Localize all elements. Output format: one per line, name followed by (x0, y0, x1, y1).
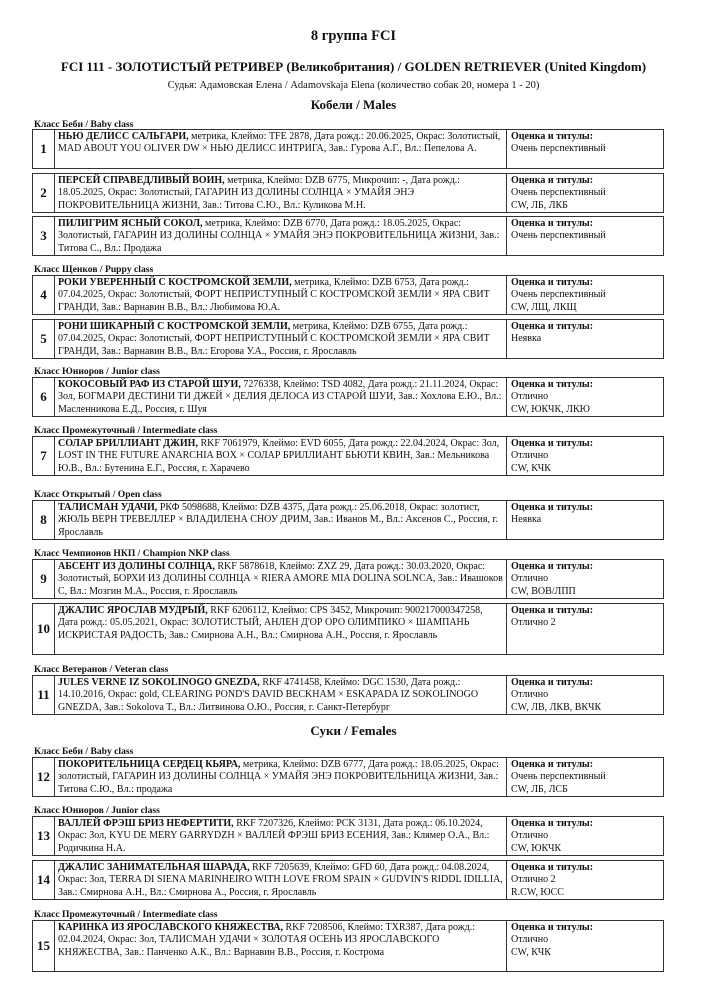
dog-name: КАРИНКА ИЗ ЯРОСЛАВСКОГО КНЯЖЕСТВА, (58, 922, 284, 933)
dog-details: метрика, Клеймо: DZB 6777, Дата рожд.: 18.05.2025, Окрас: золотистый, ГАГАРИН ИЗ ДОЛИНЫ СОЛНЦА × УМАЙЯ ЭНЭ ПОКРОВИТЕЛЬНИЦА ЖИЗНИ, Зав.: Титова С.Ю., Вл.: продажа (58, 759, 499, 795)
entry-description (55, 378, 507, 416)
result-label: Оценка и титулы: (511, 218, 594, 229)
entry-row (32, 675, 664, 715)
entry-number: 1 (33, 130, 55, 168)
entry-result (507, 276, 663, 314)
dog-name: ТАЛИСМАН УДАЧИ, (58, 502, 158, 513)
entry-description (55, 817, 507, 855)
entry-number: 9 (33, 560, 55, 598)
dog-name: СОЛАР БРИЛЛИАНТ ДЖИН, (58, 438, 198, 449)
titles: CW, ЛЩ, ЛКЩ (511, 301, 577, 313)
entry-row (32, 816, 664, 856)
judge-line: Судья: Адамовская Елена / Adamovskaja Elena (количество собак 20, номера 1 - 20) (167, 80, 540, 91)
females-title: Суки / Females (310, 723, 397, 738)
entry-result (507, 437, 663, 475)
dog-name: ПОКОРИТЕЛЬНИЦА СЕРДЕЦ КЬЯРА, (58, 759, 241, 770)
result-label: Оценка и титулы: (511, 175, 594, 186)
dog-details: 7276338, Клеймо: TSD 4082, Дата рожд.: 21.11.2024, Окрас: Зол, БОГМАРИ ДЕСТИНИ ТИ ДЖЕЙ × ДЕЛИЯ ДЕЛОСА ИЗ СТАРОЙ ШУИ, Зав.: Хохлова Е.Ю., Вл.: Масленникова Е.Д., Россия, г. Шуя (58, 379, 502, 415)
dog-name: ПЕРСЕЙ СПРАВЕДЛИВЫЙ ВОИН, (58, 175, 225, 186)
result-label: Оценка и титулы: (511, 502, 594, 513)
entry-description (55, 604, 507, 654)
result-label: Оценка и титулы: (511, 862, 594, 873)
entry-description (55, 437, 507, 475)
dog-details: RKF 7061979, Клеймо: EVD 6055, Дата рожд.: 22.04.2024, Окрас: Зол, LOST IN THE FUTURE ANARCHIA BOX × СОЛАР БРИЛЛИАНТ БЬЮТИ КВИН, Зав.: Мельникова Ю.В., Вл.: Бутенина Е.Г., Россия, г. Харачево (58, 438, 500, 474)
grade: Очень перспективный (511, 289, 606, 301)
dog-details: метрика, Клеймо: DZB 6775, Микрочип: -, Дата рожд.: 18.05.2025, Окрас: Золотистый, ГАГАРИН ИЗ ДОЛИНЫ СОЛНЦА × УМАЙЯ ЭНЭ ПОКРОВИТЕЛЬНИЦА ЖИЗНИ, Зав.: Титова С.Ю., Вл.: Куликова М.Н. (58, 175, 461, 211)
titles: CW, КЧК (511, 462, 551, 474)
grade: Отлично (511, 934, 549, 946)
entry-number: 11 (33, 676, 55, 714)
grade: Неявка (511, 333, 542, 345)
class-title: Класс Беби / Baby class (34, 746, 134, 757)
entry-number: 6 (33, 378, 55, 416)
result-label: Оценка и титулы: (511, 605, 594, 616)
titles: CW, ЮКЧК (511, 842, 562, 854)
result-label: Оценка и титулы: (511, 561, 594, 572)
grade: Отлично 2 (511, 617, 556, 629)
class-title: Класс Ветеранов / Veteran class (34, 664, 169, 675)
entry-description (55, 758, 507, 796)
grade: Отлично (511, 573, 549, 585)
grade: Очень перспективный (511, 187, 606, 199)
grade: Неявка (511, 514, 542, 526)
entry-row (32, 129, 664, 169)
entry-result (507, 817, 663, 855)
entry-description (55, 217, 507, 255)
dog-details: метрика, Клеймо: DZB 6770, Дата рожд.: 18.05.2025, Окрас: Золотистый, ГАГАРИН ИЗ ДОЛИНЫ СОЛНЦА × УМАЙЯ ЭНЭ ПОКРОВИТЕЛЬНИЦА ЖИЗНИ, Зав.: Титова С., Вл.: Продажа (58, 218, 500, 254)
result-label: Оценка и титулы: (511, 818, 594, 829)
result-label: Оценка и титулы: (511, 321, 594, 332)
entry-number: 15 (33, 921, 55, 971)
dog-name: ПИЛИГРИМ ЯСНЫЙ СОКОЛ, (58, 218, 203, 229)
dog-name: РОКИ УВЕРЕННЫЙ С КОСТРОМСКОЙ ЗЕМЛИ, (58, 277, 292, 288)
entry-row (32, 603, 664, 655)
entry-description (55, 174, 507, 212)
class-title: Класс Чемпионов НКП / Champion NKP class (34, 548, 230, 559)
entry-row (32, 436, 664, 476)
entry-number: 12 (33, 758, 55, 796)
entry-result (507, 758, 663, 796)
entry-result (507, 378, 663, 416)
dog-details: метрика, Клеймо: DZB 6755, Дата рожд.: 07.04.2025, Окрас: Золотистый, ФОРТ НЕПРИСТУПНЫЙ С КОСТРОМСКОЙ ЗЕМЛИ × ЯРА СВИТ ГРАНДИ, Зав.: Варнавин В.В., Вл.: Егорова У.А., Россия, г. Ярославль (58, 321, 490, 357)
entry-row (32, 500, 664, 540)
dog-name: КОКОСОВЫЙ РАФ ИЗ СТАРОЙ ШУИ, (58, 379, 241, 390)
result-label: Оценка и титулы: (511, 677, 594, 688)
entry-description (55, 560, 507, 598)
entry-number: 7 (33, 437, 55, 475)
class-title: Класс Юниоров / Junior class (34, 805, 160, 816)
grade: Отлично (511, 830, 549, 842)
dog-name: АБСЕНТ ИЗ ДОЛИНЫ СОЛНЦА, (58, 561, 215, 572)
entry-row (32, 173, 664, 213)
result-label: Оценка и титулы: (511, 922, 594, 933)
titles: CW, ЛВ, ЛКВ, ВКЧК (511, 701, 602, 713)
entry-description (55, 921, 507, 971)
titles: CW, ВОВ/ЛПП (511, 585, 576, 597)
entry-row (32, 559, 664, 599)
dog-details: RKF 7208506, Клеймо: TXR387, Дата рожд.: 02.04.2024, Окрас: Зол, ТАЛИСМАН УДАЧИ × ЗОЛОТАЯ ОСЕНЬ ИЗ ЯРОСЛАВСКОГО КНЯЖЕСТВА, Зав.: Панченко А.К., Вл.: Варнавин В.В., Россия, г. Кострома (58, 922, 475, 958)
result-label: Оценка и титулы: (511, 131, 594, 142)
dog-details: метрика, Клеймо: TFE 2878, Дата рожд.: 20.06.2025, Окрас: Золотистый, MAD ABOUT YOU OLIVER DW × НЬЮ ДЕЛИСС ИНТРИГА, Зав.: Гурова А.Г., Вл.: Пепелова А. (58, 131, 501, 155)
dog-details: RKF 5878618, Клеймо: ZXZ 29, Дата рожд.: 30.03.2020, Окрас: Золотистый, БОРХИ ИЗ ДОЛИНЫ СОЛНЦА × RIERA AMORE MIA DOLINA SOLNCA, Зав.: Ивашоков С, Вл.: Мозгин М.А., Россия, г. Ярославль (58, 561, 503, 597)
group-title: 8 группа FCI (310, 28, 397, 44)
entry-row (32, 757, 664, 797)
dog-name: НЬЮ ДЕЛИСС САЛЬГАРИ, (58, 131, 189, 142)
entry-result (507, 921, 663, 971)
dog-details: RKF 7207326, Клеймо: PCK 3131, Дата рожд.: 06.10.2024, Окрас: Зол, KYU DE MERY GARRYDZH × ВАЛЛЕЙ ФРЭШ БРИЗ ЕСЕНИЯ, Зав.: Клямер О.А., Вл.: Родичкина Н.А. (58, 818, 490, 854)
entry-result (507, 861, 663, 899)
entry-result (507, 217, 663, 255)
dog-name: РОНИ ШИКАРНЫЙ С КОСТРОМСКОЙ ЗЕМЛИ, (58, 321, 291, 332)
entry-row (32, 377, 664, 417)
entry-description (55, 501, 507, 539)
entry-row (32, 860, 664, 900)
grade: Отлично 2 (511, 874, 556, 886)
grade: Отлично (511, 391, 549, 403)
entry-number: 4 (33, 276, 55, 314)
grade: Очень перспективный (511, 771, 606, 783)
titles: R.CW, ЮСС (511, 886, 564, 898)
entry-number: 5 (33, 320, 55, 358)
entry-result (507, 604, 663, 654)
entry-description (55, 130, 507, 168)
dog-details: RKF 7205639, Клеймо: GFD 60, Дата рожд.: 04.08.2024, Окрас: Зол, TERRA DI SIENA MARINHEIRO WITH LOVE FROM SPAIN × GUDVIN'S RIDDL IDILLIA, Зав.: Смирнова А.Н., Вл.: Смирнова А., Россия, г. Ярославль (58, 862, 503, 898)
entry-number: 8 (33, 501, 55, 539)
titles: CW, ЛБ, ЛКБ (511, 199, 568, 211)
titles: CW, ЮКЧК, ЛКЮ (511, 403, 590, 415)
entry-result (507, 501, 663, 539)
entry-result (507, 320, 663, 358)
class-title: Класс Промежуточный / Intermediate class (34, 909, 218, 920)
entry-description (55, 320, 507, 358)
result-label: Оценка и титулы: (511, 277, 594, 288)
titles: CW, КЧК (511, 946, 551, 958)
dog-name: ДЖАЛИС ЗАНИМАТЕЛЬНАЯ ШАРАДА, (58, 862, 250, 873)
result-label: Оценка и титулы: (511, 759, 594, 770)
dog-details: RKF 6206112, Клеймо: CPS 3452, Микрочип: 900217000347258, Дата рожд.: 05.05.2021, Окрас: ЗОЛОТИСТЫЙ, АНЛЕН Д'ОР ОРО ОЛИМПИКО × ШАМПАНЬ ИСКРИСТАЯ РАДОСТЬ, Зав.: Смирнова А.Н., Вл.: Смирнова А.Н., Россия, г. Ярославль (58, 605, 483, 641)
dog-details: метрика, Клеймо: DZB 6753, Дата рожд.: 07.04.2025, Окрас: Золотистый, ФОРТ НЕПРИСТУПНЫЙ С КОСТРОМСКОЙ ЗЕМЛИ × ЯРА СВИТ ГРАНДИ, Зав.: Варнавин В.В., Вл.: Любимова Ю.А. (58, 277, 490, 313)
titles: CW, ЛБ, ЛСБ (511, 783, 568, 795)
grade: Очень перспективный (511, 230, 606, 242)
class-title: Класс Юниоров / Junior class (34, 366, 160, 377)
entry-number: 10 (33, 604, 55, 654)
dog-details: РКФ 5098688, Клеймо: DZB 4375, Дата рожд.: 25.06.2018, Окрас: золотист, ЖЮЛЬ ВЕРН ТРЕВЕЛЛЕР × ВЛАДИЛЕНА СНОУ ДРИМ, Зав.: Иванов М., Вл.: Аксенов С., Россия, г. Ярославль (58, 502, 498, 538)
males-title: Кобели / Males (310, 97, 397, 112)
entry-description (55, 276, 507, 314)
grade: Отлично (511, 689, 549, 701)
entry-number: 14 (33, 861, 55, 899)
grade: Очень перспективный (511, 143, 606, 155)
result-label: Оценка и титулы: (511, 379, 594, 390)
breed-title: FCI 111 - ЗОЛОТИСТЫЙ РЕТРИВЕР (Великобритания) / GOLDEN RETRIEVER (United Kingdom) (60, 59, 647, 74)
entry-row (32, 319, 664, 359)
grade: Отлично (511, 450, 549, 462)
class-title: Класс Беби / Baby class (34, 119, 134, 130)
entry-description (55, 676, 507, 714)
entry-result (507, 130, 663, 168)
entry-description (55, 861, 507, 899)
result-label: Оценка и титулы: (511, 438, 594, 449)
entry-row (32, 275, 664, 315)
entry-row (32, 920, 664, 972)
entry-result (507, 560, 663, 598)
entry-number: 13 (33, 817, 55, 855)
entry-result (507, 676, 663, 714)
entry-number: 3 (33, 217, 55, 255)
entry-row (32, 216, 664, 256)
dog-name: ВАЛЛЕЙ ФРЭШ БРИЗ НЕФЕРТИТИ, (58, 818, 234, 829)
class-title: Класс Щенков / Puppy class (34, 264, 154, 275)
class-title: Класс Промежуточный / Intermediate class (34, 425, 218, 436)
dog-name: JULES VERNE IZ SOKOLINOGO GNEZDA, (58, 677, 260, 688)
dog-details: RKF 4741458, Клеймо: DGC 1530, Дата рожд.: 14.10.2016, Окрас: gold, CLEARING POND'S DAVID BECKHAM × ESKAPADA IZ SOKOLINOGO GNEZDA, Зав.: Sokolova T., Вл.: Литвинова О.Ю., Россия, г. Санкт-Петербург (58, 677, 479, 713)
dog-name: ДЖАЛИС ЯРОСЛАВ МУДРЫЙ, (58, 605, 208, 616)
entry-number: 2 (33, 174, 55, 212)
entry-result (507, 174, 663, 212)
class-title: Класс Открытый / Open class (34, 489, 162, 500)
